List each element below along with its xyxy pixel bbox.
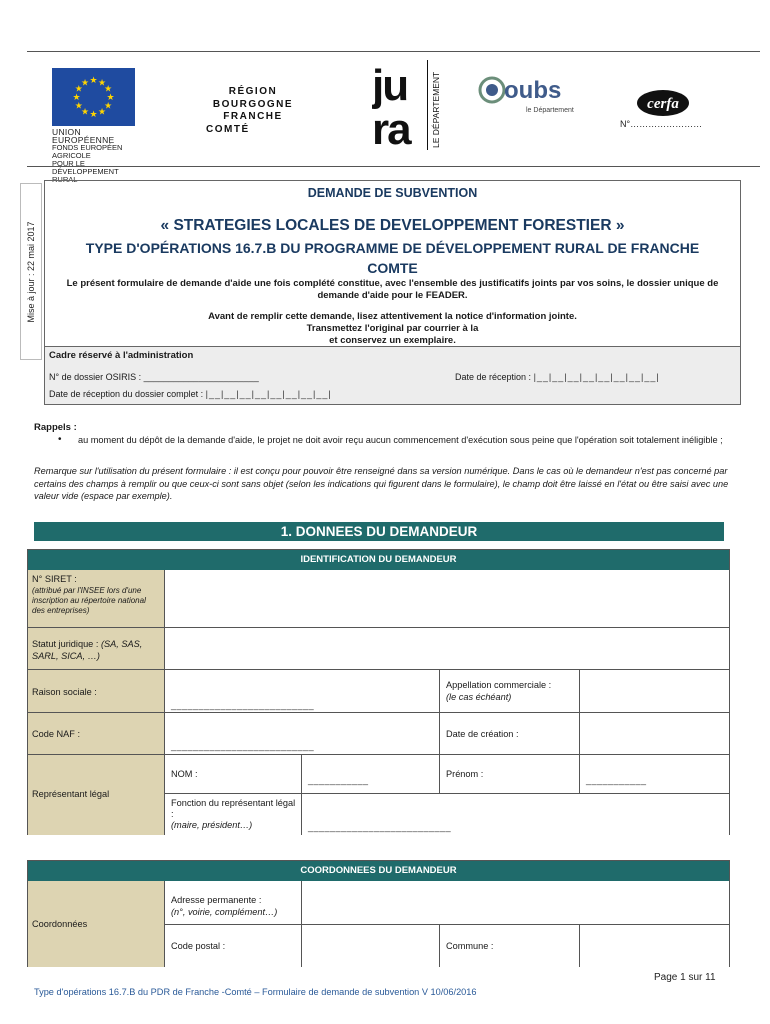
eu-star-icon: ★: [74, 100, 83, 111]
statut-label-cell: [28, 628, 165, 670]
adresse-label: Adresse permanente :: [171, 895, 262, 905]
reception-date-field[interactable]: [455, 372, 660, 382]
naf-label-cell: [28, 713, 165, 755]
statut-label-text: Statut juridique :: [32, 639, 99, 649]
doubs-logo: [478, 74, 588, 118]
eu-caption: [52, 128, 142, 184]
prenom-label-cell: [440, 755, 580, 794]
eu-star-icon: ★: [80, 77, 90, 88]
coord-label: Coordonnées: [32, 919, 88, 929]
reception-date-label: Date de réception :: [455, 372, 532, 382]
adresse-label-cell: [165, 881, 302, 925]
creation-input[interactable]: [580, 713, 729, 755]
identification-header: IDENTIFICATION DU DEMANDEUR: [28, 550, 729, 570]
cerfa-logo: [636, 89, 690, 117]
eu-star-icon: ★: [80, 106, 90, 117]
admin-title: Cadre réservé à l'administration: [49, 350, 194, 361]
raison-label: Raison sociale :: [32, 687, 97, 697]
siret-note: (attribué par l'INSEE lors d'une inscription au répertoire national des entreprises): [32, 586, 146, 615]
representant-label: Représentant légal: [32, 789, 110, 799]
cerfa-number: N°……………………: [620, 119, 703, 129]
prenom-label: Prénom :: [446, 769, 484, 779]
svg-text:ju: ju: [372, 61, 408, 110]
complete-reception-label: Date de réception du dossier complet :: [49, 389, 204, 399]
nom-blank: ___________: [308, 775, 369, 785]
identification-table: [27, 549, 730, 835]
commune-label: Commune :: [446, 941, 494, 951]
type-operations-title: TYPE D'OPÉRATIONS 16.7.B DU PROGRAMME DE DÉVELOPPEMENT RURAL DE FRANCHE COMTE: [85, 240, 700, 276]
raison-blank: __________________________: [171, 700, 315, 710]
complete-reception-date-field[interactable]: [49, 389, 332, 399]
rappel-item: au moment du dépôt de la demande d'aide, le projet ne doit avoir reçu aucun commencement d'exécution sous peine que l'opération soit totalement inéligible ;: [78, 435, 723, 445]
siret-label: N° SIRET :: [32, 574, 77, 584]
prenom-input[interactable]: [580, 755, 729, 794]
nom-label: NOM :: [171, 769, 198, 779]
cp-label: Code postal :: [171, 941, 226, 951]
region-logo: [203, 86, 303, 136]
footer-text: Type d'opérations 16.7.B du PDR de Franche -Comté – Formulaire de demande de subvention V 10/06/2016: [34, 987, 477, 997]
instruction-line3: et conservez un exemplaire.: [329, 335, 456, 346]
eu-star-icon: ★: [104, 83, 113, 94]
creation-label-cell: [440, 713, 580, 755]
eu-star-icon: ★: [89, 109, 98, 119]
complete-reception-slots: |__|__|__|__|__|__|__|__|: [205, 389, 332, 399]
eu-star-icon: ★: [97, 106, 107, 117]
update-date-text: Mise à jour : 22 mai 2017: [26, 220, 36, 323]
commune-input[interactable]: [580, 925, 729, 967]
naf-label: Code NAF :: [32, 729, 80, 739]
eu-star-icon: ★: [104, 100, 113, 111]
appellation-label-cell: [440, 670, 580, 713]
page-number: Page 1 sur 11: [654, 972, 716, 983]
naf-blank: __________________________: [171, 741, 315, 751]
eu-star-icon: ★: [106, 92, 115, 102]
remarque-text: Remarque sur l'utilisation du présent formulaire : il est conçu pour pouvoir être renseigné dans sa version numérique. Dans le cas où le demandeur n'est pas concerné par certains des champs à remplir ou que ceux-ci sont sans objet (selon les indications qui figurent dans le formulaire), le champ doit être laissé en l'état ou être saisi avec une valeur vide (espace par exemple).: [34, 466, 729, 501]
eu-star-icon: ★: [89, 75, 98, 85]
siret-input[interactable]: [165, 570, 729, 628]
appellation-input[interactable]: [580, 670, 729, 713]
nom-input[interactable]: [302, 755, 440, 794]
eu-fund-line2: POUR LE DÉVELOPPEMENT RURAL: [52, 159, 119, 184]
siret-label-cell: [28, 570, 165, 628]
naf-input[interactable]: [165, 713, 440, 755]
strategies-title: « STRATEGIES LOCALES DE DEVELOPPEMENT FORESTIER »: [160, 217, 625, 234]
svg-text:oubs: oubs: [504, 77, 562, 104]
coordonnees-table: [27, 860, 730, 967]
rappels-title: Rappels :: [34, 422, 77, 433]
statut-label: [32, 638, 160, 662]
statut-note: (SA, SAS, SARL, SICA, …): [32, 639, 143, 661]
eu-flag-logo: [52, 68, 135, 126]
cp-input[interactable]: [302, 925, 440, 967]
eu-name: UNION EUROPÉENNE: [52, 127, 115, 145]
instructions: [53, 311, 732, 347]
svg-text:le Département: le Département: [526, 107, 574, 114]
admin-reserved-box: [45, 346, 740, 404]
fonction-blank: __________________________: [308, 822, 452, 832]
prenom-blank: ___________: [586, 775, 647, 785]
fonction-label-cell: [165, 794, 302, 835]
appellation-note: (le cas échéant): [446, 692, 512, 702]
instruction-line2: Transmettez l'original par courrier à la: [306, 323, 479, 334]
region-line3: FRANCHE: [223, 111, 283, 122]
update-date-note: [20, 183, 42, 360]
statut-input[interactable]: [165, 628, 729, 670]
eu-star-icon: ★: [72, 92, 81, 102]
reception-date-slots: |__|__|__|__|__|__|__|__|: [533, 372, 660, 382]
raison-label-cell: [28, 670, 165, 713]
svg-text:LE DÉPARTEMENT: LE DÉPARTEMENT: [431, 71, 441, 148]
fonction-input[interactable]: [302, 794, 729, 835]
top-rule: [27, 51, 760, 52]
fonction-note: (maire, président…): [171, 820, 253, 830]
jura-logo: [372, 60, 452, 150]
adresse-input[interactable]: [302, 881, 729, 925]
nom-label-cell: [165, 755, 302, 794]
eu-star-icon: ★: [74, 83, 83, 94]
eu-fund-line1: FONDS EUROPÉEN AGRICOLE: [52, 143, 123, 160]
intro-text: Le présent formulaire de demande d'aide une fois complété constitue, avec l'ensemble des justificatifs joints par vos soins, le dossier unique de demande d'aide pour le FEADER.: [66, 278, 719, 301]
appellation-label: Appellation commerciale :: [446, 680, 552, 690]
svg-text:cerfa: cerfa: [647, 96, 679, 112]
svg-text:ra: ra: [372, 105, 410, 150]
demande-title: DEMANDE DE SUBVENTION: [307, 186, 478, 200]
cp-label-cell: [165, 925, 302, 967]
adresse-note: (n°, voirie, complément…): [171, 907, 278, 917]
eu-star-icon: ★: [97, 77, 107, 88]
coordonnees-header: COORDONNEES DU DEMANDEUR: [28, 861, 729, 881]
region-line1: RÉGION: [228, 86, 278, 97]
section1-title: 1. DONNEES DU DEMANDEUR: [34, 522, 724, 541]
raison-input[interactable]: [165, 670, 440, 713]
instruction-line1: Avant de remplir cette demande, lisez attentivement la notice d'information jointe.: [208, 311, 577, 322]
osiris-field[interactable]: N° de dossier OSIRIS : _______________________: [49, 372, 259, 382]
bullet-icon: •: [58, 434, 62, 445]
creation-label: Date de création :: [446, 729, 519, 739]
commune-label-cell: [440, 925, 580, 967]
representant-label-cell: [28, 755, 165, 835]
region-line2: BOURGOGNE: [212, 98, 294, 110]
title-box: [44, 180, 741, 405]
region-line4: COMTÉ: [206, 123, 250, 135]
coord-label-cell: [28, 881, 165, 967]
fonction-label: Fonction du représentant légal :: [171, 798, 296, 819]
